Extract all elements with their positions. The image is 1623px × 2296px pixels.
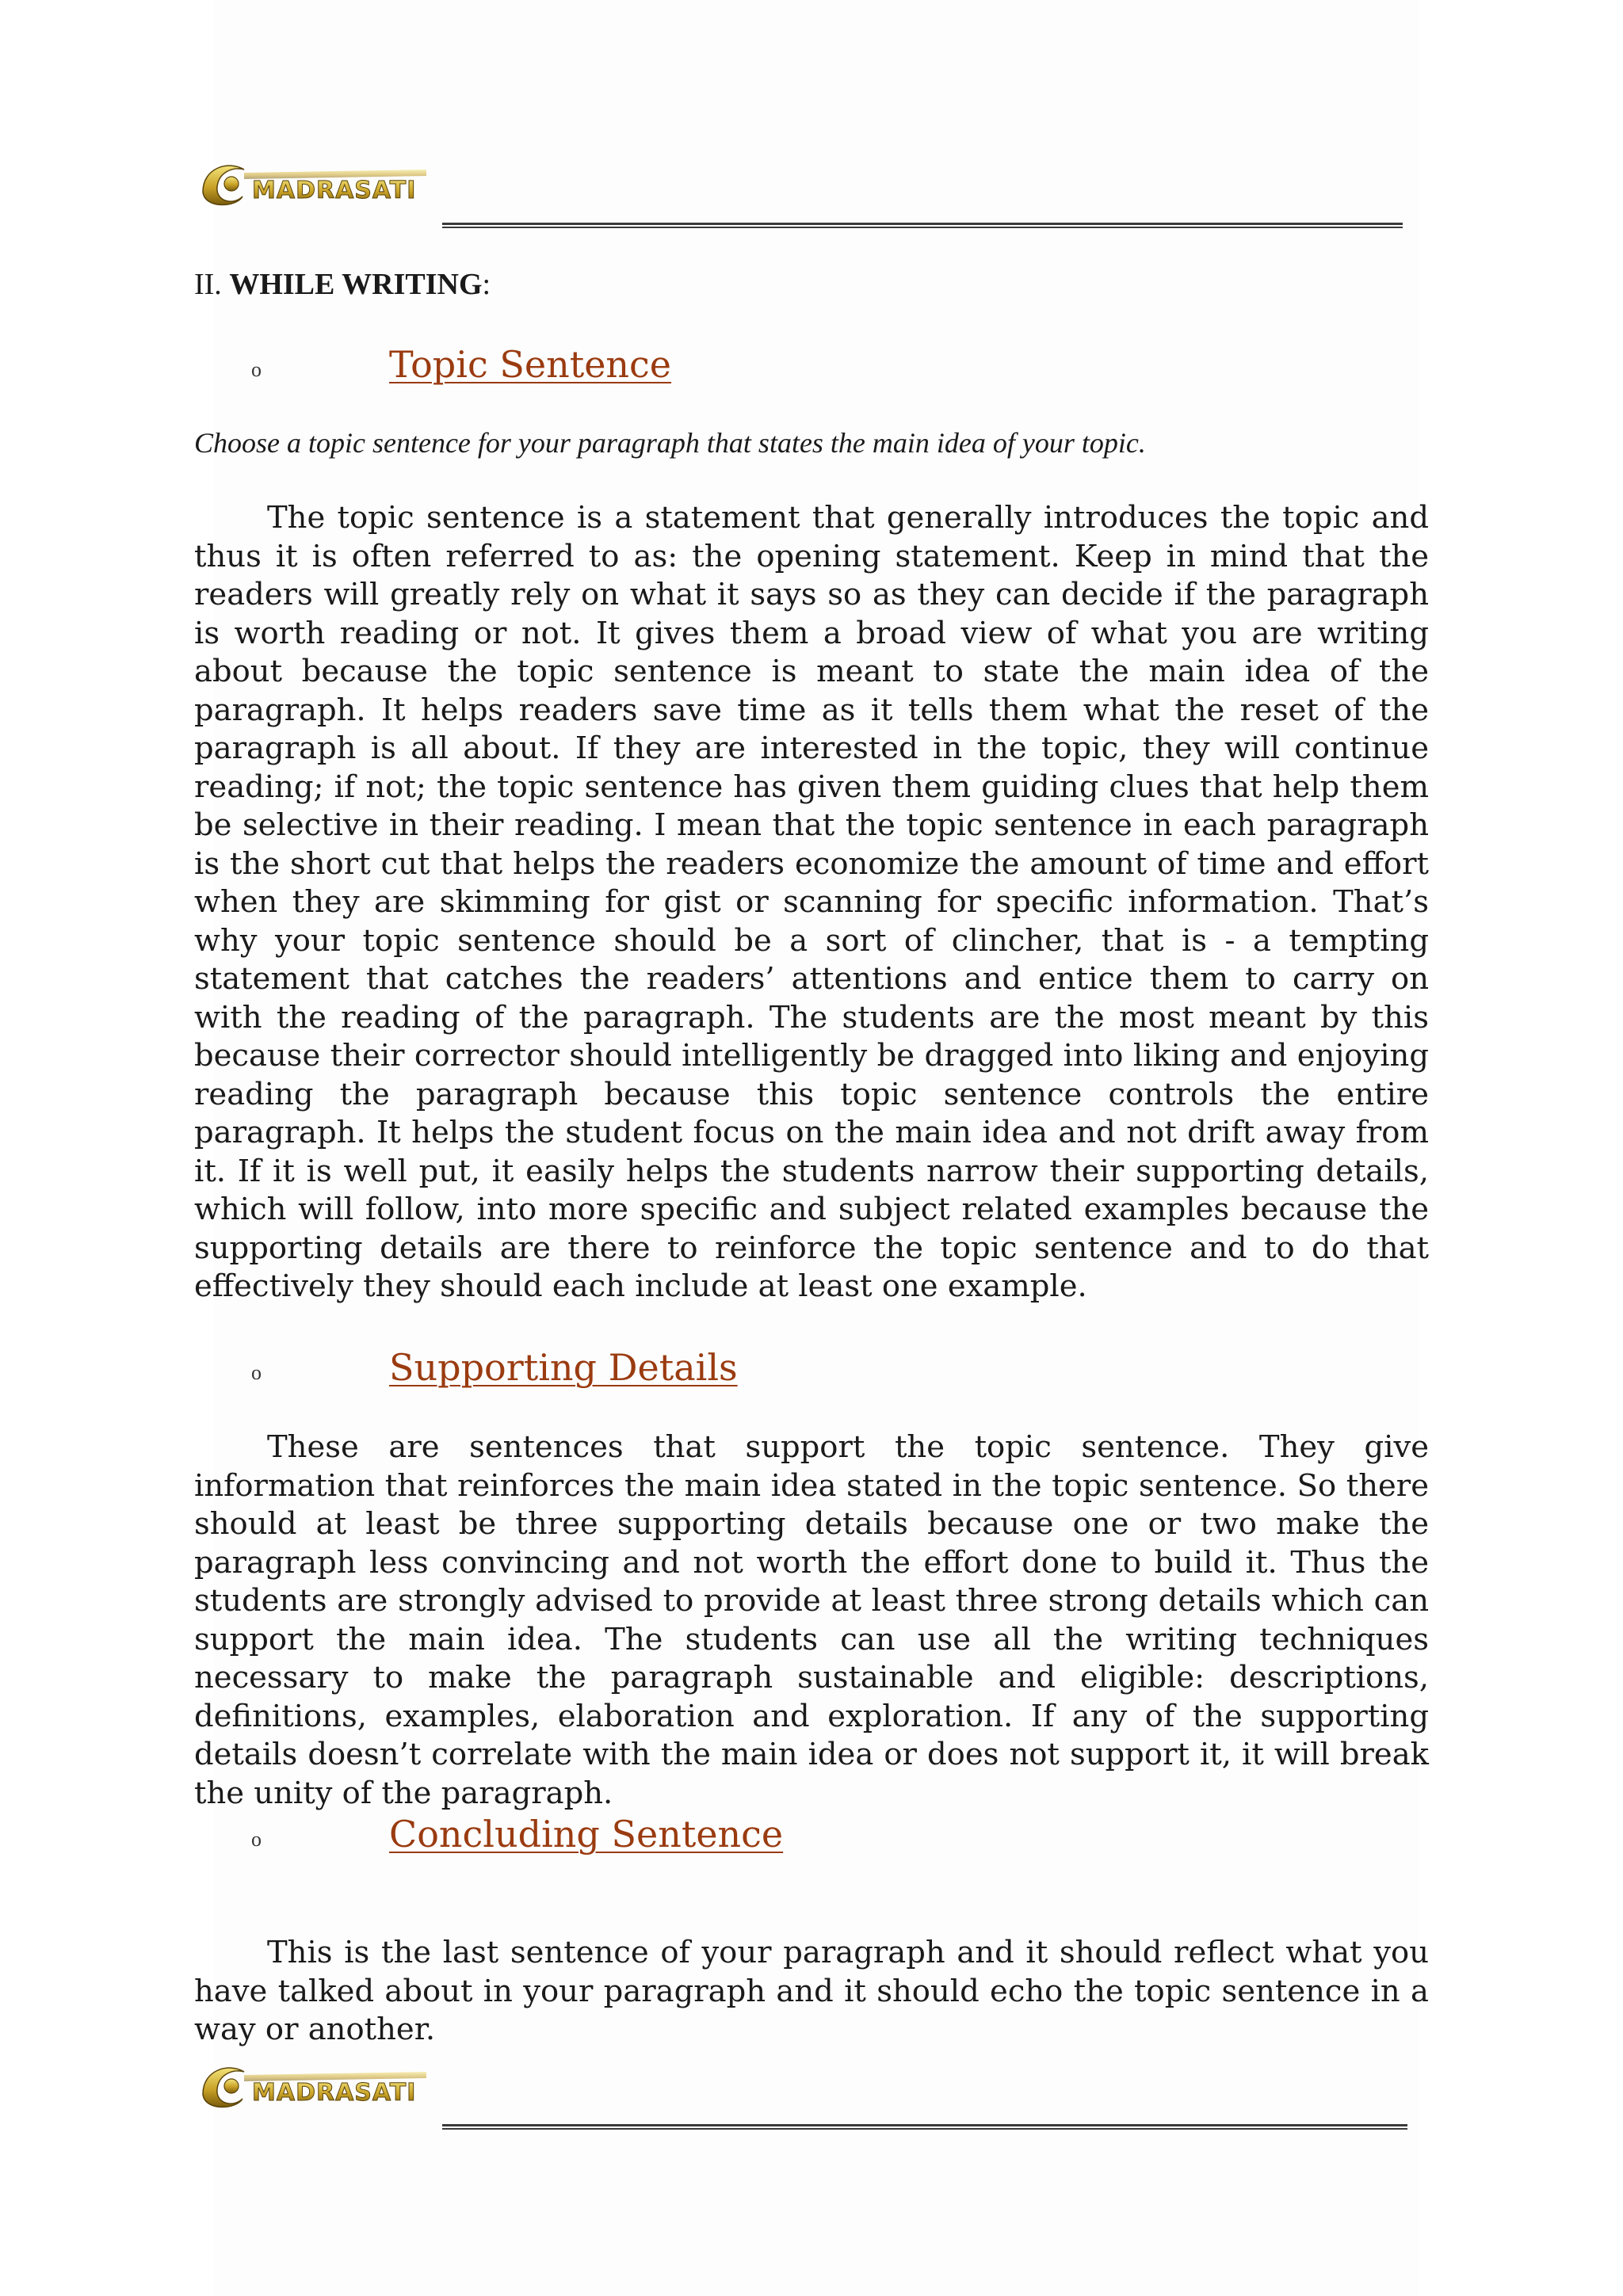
footer-rule (442, 2124, 1407, 2130)
list-item-supporting-details (194, 1345, 1430, 1393)
bullet-circle-icon: o (251, 1828, 262, 1851)
header-rule (442, 223, 1403, 228)
concluding-sentence-paragraph: This is the last sentence of your paragraph and it should reflect what you have talked about in your paragraph and it should echo the topic sentence in a way or another. (194, 1935, 1429, 2047)
intro-instruction: Choose a topic sentence for your paragraph that states the main idea of your topic. (194, 427, 1146, 459)
list-item-concluding-sentence (194, 1812, 1430, 1859)
topic-sentence-link[interactable]: Topic Sentence (389, 343, 672, 386)
section-heading (194, 266, 491, 303)
topic-sentence-paragraph: The topic sentence is a statement that generally introduces the topic and thus it is often referred to as: the opening statement. Keep in mind that the readers will greatly rely on what it says so as they can decide if the paragraph is worth reading or not. It gives them a broad view of what you are writing about because the topic sentence is meant to state the main idea of the paragraph. It helps readers save time as it tells them what the reset of the paragraph is all about. If they are interested in the topic, they will continue reading; if not; the topic sentence has given them guiding clues that help them be selective in their reading. I mean that the topic sentence in each paragraph is the short cut that helps the readers economize the amount of time and effort when they are skimming for gist or scanning for specific information. That’s why your topic sentence should be a sort of clincher, that is - a tempting statement that catches the readers’ attentions and entice them to carry on with the reading of the paragraph. The students are the most meant by this because their corrector should intelligently be dragged into liking and enjoying reading the paragraph because this topic sentence controls the entire paragraph. It helps the student focus on the main idea and not drift away from it. If it is well put, it easily helps the students narrow their supporting details, which will follow, into more specific and subject related examples because the supporting details are there to reinforce the topic sentence and to do that effectively they should each include at least one example. (194, 500, 1429, 1304)
logo-text: MADRASATI (252, 2079, 417, 2107)
concluding-sentence-link[interactable]: Concluding Sentence (389, 1813, 784, 1855)
footer-logo (197, 2054, 434, 2118)
supporting-details-link[interactable]: Supporting Details (389, 1346, 738, 1389)
header-logo (197, 152, 434, 215)
supporting-details-paragraph: These are sentences that support the topic sentence. They give information that reinforces the main idea stated in the topic sentence. So there should at least be three supporting details because one or two make the paragraph less convincing and not worth the effort done to build it. Thus the students are strongly advised to provide at least three strong details which can support the main idea. The students can use all the writing techniques necessary to make the paragraph sustainable and eligible: descriptions, definitions, examples, elaboration and exploration. If any of the supporting details doesn’t correlate with the main idea or does not support it, it will break the unity of the paragraph. (194, 1429, 1429, 1811)
madrasati-logo-icon (197, 2054, 434, 2118)
logo-text: MADRASATI (252, 177, 417, 204)
madrasati-logo-icon (197, 152, 434, 215)
bullet-circle-icon: o (251, 1361, 262, 1384)
section-title: WHILE WRITING (229, 268, 483, 301)
section-colon: : (482, 268, 491, 301)
list-item-topic-sentence (194, 342, 1430, 390)
section-numeral: II. (194, 268, 222, 301)
bullet-circle-icon: o (251, 358, 262, 381)
